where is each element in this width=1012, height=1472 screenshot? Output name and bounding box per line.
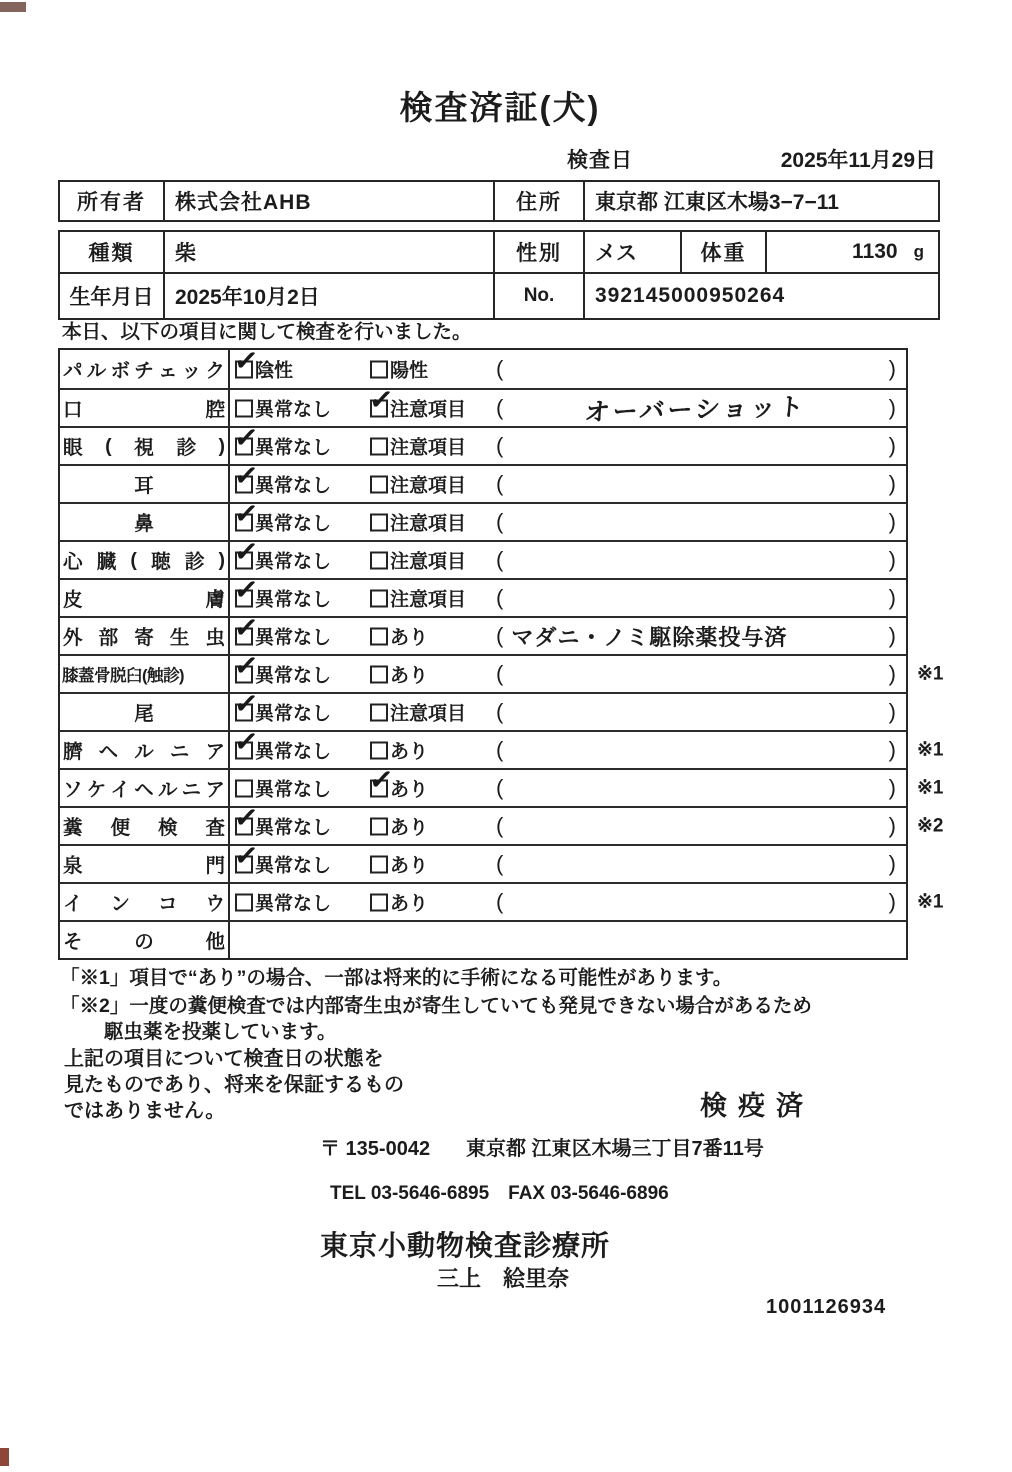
checkbox-option-2 xyxy=(370,547,466,574)
exam-row-1 xyxy=(60,343,906,388)
birthdate-value: 2025年10月2日 xyxy=(165,274,495,318)
inspection-date-value: 2025年11月29日 xyxy=(780,149,936,172)
checkbox-option-2 xyxy=(370,813,428,840)
sex-label: 性別 xyxy=(495,232,585,272)
exam-row-16 xyxy=(60,920,906,958)
checkbox-option-1 xyxy=(232,724,332,764)
checkbox-option-2 xyxy=(370,737,428,764)
checkbox-empty xyxy=(370,513,388,531)
remarks-parentheses xyxy=(496,580,896,616)
handwritten-check-mark: ✓ xyxy=(232,458,260,494)
clinic-name: 東京小動物検査診療所 xyxy=(320,1230,611,1261)
checkbox-empty xyxy=(370,703,388,721)
exam-row-content xyxy=(230,496,906,540)
exam-item-label: 皮 膚 xyxy=(60,580,230,616)
exam-item-label: 耳 xyxy=(60,466,230,502)
handwritten-check-mark: ✓ xyxy=(232,534,260,570)
disclaimer-paragraph xyxy=(64,1046,404,1124)
checkbox-empty xyxy=(370,437,388,455)
checkbox-checked xyxy=(232,648,260,684)
checkbox-option-1 xyxy=(232,686,332,726)
reference-mark: ※2 xyxy=(917,815,944,837)
checkbox-label: 異常なし xyxy=(255,817,332,839)
checkbox-option-1 xyxy=(235,395,331,422)
birthdate-label: 生年月日 xyxy=(60,274,165,318)
handwritten-check-mark: ✓ xyxy=(232,648,260,684)
close-paren: ) xyxy=(888,737,896,762)
checkbox-label: 注意項目 xyxy=(390,589,467,611)
disclaimer-line-1: 上記の項目について検査日の状態を xyxy=(64,1048,384,1070)
reference-mark: ※1 xyxy=(917,739,944,761)
owner-label: 所有者 xyxy=(60,182,165,220)
checkbox-option-2 xyxy=(370,699,466,726)
checkbox-label: 異常なし xyxy=(255,475,332,497)
checkbox-option-2 xyxy=(370,623,428,650)
checkbox-label: あり xyxy=(390,741,429,763)
scan-artifact-top-left xyxy=(0,2,26,12)
checkbox-label: 異常なし xyxy=(255,779,332,801)
document-number: 1001126934 xyxy=(766,1296,887,1318)
reference-mark: ※1 xyxy=(917,777,944,799)
exam-item-label: ソ ケ イ ヘ ル ニ ア xyxy=(60,770,230,806)
exam-row-content xyxy=(230,648,906,692)
open-paren: ( xyxy=(496,623,504,648)
checkbox-checked xyxy=(232,800,260,836)
checkbox-label: あり xyxy=(390,855,429,877)
close-paren: ) xyxy=(888,509,896,534)
checkbox-option-2 xyxy=(370,889,428,916)
checkbox-checked xyxy=(232,343,260,379)
exam-row-content xyxy=(230,800,906,844)
exam-item-label: 臍 ヘ ル ニ ア xyxy=(60,732,230,768)
checkbox-label: 注意項目 xyxy=(390,513,467,535)
owner-table xyxy=(58,180,940,222)
inspection-date-label: 検査日 xyxy=(567,149,633,172)
footnote-1: 「※1」項目で“あり”の場合、一部は将来的に手術になる可能性があります。 xyxy=(60,967,733,989)
open-paren: ( xyxy=(496,699,504,724)
checkbox-empty xyxy=(370,551,388,569)
checkbox-label: 注意項目 xyxy=(390,399,467,421)
exam-table xyxy=(58,343,944,960)
handwritten-remark: オーバーショット xyxy=(583,393,808,427)
open-paren: ( xyxy=(496,585,504,610)
checkbox-checked xyxy=(367,762,395,798)
checkbox-option-2 xyxy=(370,433,466,460)
close-paren: ) xyxy=(888,471,896,496)
open-paren: ( xyxy=(496,433,504,458)
exam-row-content xyxy=(230,343,906,388)
exam-row-15 xyxy=(60,882,944,920)
intro-sentence: 本日、以下の項目に関して検査を行いました。 xyxy=(62,321,472,343)
open-paren: ( xyxy=(496,813,504,838)
checkbox-empty xyxy=(370,893,388,911)
exam-row-content xyxy=(230,838,906,882)
scan-artifact-bottom-left xyxy=(0,1448,9,1466)
remarks-parentheses xyxy=(496,884,896,920)
checkbox-option-1 xyxy=(232,610,332,650)
close-paren: ) xyxy=(888,547,896,572)
open-paren: ( xyxy=(496,851,504,876)
footnote-2: 「※2」一度の糞便検査では内部寄生虫が寄生していても発見できない場合があるため xyxy=(60,995,812,1017)
exam-item-label: 膝蓋骨脱臼(触診) xyxy=(60,656,230,692)
exam-item-label: 泉 門 xyxy=(60,846,230,882)
checkbox-option-1 xyxy=(232,838,332,878)
checkbox-label: 陰性 xyxy=(255,360,294,382)
footnote-2-continued: 駆虫薬を投薬しています。 xyxy=(104,1021,337,1043)
microchip-no-value: 392145000950264 xyxy=(595,284,786,307)
checkbox-option-1 xyxy=(232,648,332,688)
exam-row-5 xyxy=(60,496,906,540)
clinic-address: 東京都 江東区木場三丁目7番11号 xyxy=(466,1138,764,1160)
veterinarian-name: 三上 絵里奈 xyxy=(437,1266,570,1291)
handwritten-check-mark: ✓ xyxy=(232,724,260,760)
exam-row-4 xyxy=(60,458,906,502)
close-paren: ) xyxy=(888,699,896,724)
checkbox-label: あり xyxy=(390,779,429,801)
open-paren: ( xyxy=(496,661,504,686)
close-paren: ) xyxy=(888,813,896,838)
microchip-no-label: No. xyxy=(495,274,585,318)
checkbox-label: 注意項目 xyxy=(390,551,467,573)
checkbox-label: 注意項目 xyxy=(390,703,467,725)
handwritten-check-mark: ✓ xyxy=(232,343,260,379)
checkbox-checked xyxy=(232,610,260,646)
checkbox-label: 異常なし xyxy=(255,589,332,611)
address-label: 住所 xyxy=(495,182,585,220)
clinic-tel-fax: TEL 03-5646-6895 FAX 03-5646-6896 xyxy=(330,1183,669,1204)
checkbox-empty xyxy=(370,741,388,759)
checkbox-empty xyxy=(370,589,388,607)
exam-row-content xyxy=(230,922,906,958)
open-paren: ( xyxy=(496,889,504,914)
checkbox-option-2 xyxy=(370,471,466,498)
remarks-parentheses xyxy=(496,770,896,806)
remarks-parentheses xyxy=(496,808,896,844)
checkbox-option-1 xyxy=(232,343,294,383)
pet-info-table xyxy=(58,230,940,320)
checkbox-label: 注意項目 xyxy=(390,437,467,459)
checkbox-checked xyxy=(232,458,260,494)
checkbox-label: あり xyxy=(390,627,429,649)
close-paren: ) xyxy=(888,395,896,420)
exam-row-6 xyxy=(60,534,906,578)
checkbox-label: 異常なし xyxy=(255,627,332,649)
checkbox-label: 異常なし xyxy=(255,513,332,535)
close-paren: ) xyxy=(888,661,896,686)
exam-row-content xyxy=(230,884,906,920)
remarks-parentheses xyxy=(496,466,896,502)
remarks-parentheses xyxy=(496,350,896,388)
close-paren: ) xyxy=(888,851,896,876)
checkbox-option-1 xyxy=(232,458,332,498)
printed-remark: マダニ・ノミ駆除薬投与済 xyxy=(511,624,788,650)
checkbox-option-2 xyxy=(367,382,467,422)
checkbox-label: 注意項目 xyxy=(390,475,467,497)
exam-item-label: パ ル ボ チ ェ ッ ク xyxy=(60,350,230,388)
exam-row-content xyxy=(230,610,906,654)
remarks-parentheses xyxy=(496,504,896,540)
exam-item-label: イ ン コ ウ xyxy=(60,884,230,920)
handwritten-check-mark: ✓ xyxy=(232,496,260,532)
checkbox-checked xyxy=(232,572,260,608)
exam-row-content xyxy=(230,686,906,730)
open-paren: ( xyxy=(496,737,504,762)
exam-item-label: 心 臓 ( 聴 診 ) xyxy=(60,542,230,578)
breed-value: 柴 xyxy=(165,232,495,272)
remarks-parentheses xyxy=(496,846,896,882)
checkbox-option-2 xyxy=(370,851,428,878)
checkbox-empty xyxy=(235,399,253,417)
sex-value: メス xyxy=(585,232,682,272)
remarks-parentheses xyxy=(496,732,896,768)
checkbox-checked xyxy=(232,420,260,456)
remarks-parentheses xyxy=(496,656,896,692)
checkbox-option-1 xyxy=(232,572,332,612)
open-paren: ( xyxy=(496,395,504,420)
checkbox-option-2 xyxy=(370,356,428,383)
quarantine-passed-stamp: 検疫済 xyxy=(700,1091,814,1121)
reference-mark: ※1 xyxy=(917,663,944,685)
handwritten-check-mark: ✓ xyxy=(232,800,260,836)
open-paren: ( xyxy=(496,356,504,381)
checkbox-option-1 xyxy=(232,800,332,840)
remarks-parentheses xyxy=(496,542,896,578)
exam-row-8 xyxy=(60,610,906,654)
owner-value: 株式会社AHB xyxy=(165,182,495,220)
inspection-date-line xyxy=(0,144,1012,172)
checkbox-checked xyxy=(232,534,260,570)
exam-item-label: 尾 xyxy=(60,694,230,730)
exam-row-7 xyxy=(60,572,906,616)
disclaimer-line-3: ではありません。 xyxy=(64,1100,226,1122)
handwritten-check-mark: ✓ xyxy=(232,686,260,722)
reference-mark: ※1 xyxy=(917,891,944,913)
checkbox-checked xyxy=(232,724,260,760)
exam-item-label: 眼 ( 視 診 ) xyxy=(60,428,230,464)
exam-item-label: そ の 他 xyxy=(60,922,230,958)
exam-row-13 xyxy=(60,800,944,844)
checkbox-label: 異常なし xyxy=(255,855,332,877)
address-value: 東京都 江東区木場3−7−11 xyxy=(595,191,839,214)
checkbox-label: 異常なし xyxy=(255,551,332,573)
open-paren: ( xyxy=(496,547,504,572)
checkbox-label: 異常なし xyxy=(255,893,332,915)
exam-item-label: 外 部 寄 生 虫 xyxy=(60,618,230,654)
checkbox-checked xyxy=(232,686,260,722)
checkbox-empty xyxy=(370,627,388,645)
checkbox-label: あり xyxy=(390,817,429,839)
weight-unit: g xyxy=(913,242,924,261)
checkbox-checked xyxy=(232,838,260,874)
exam-row-14 xyxy=(60,838,906,882)
exam-row-content xyxy=(230,762,906,806)
checkbox-empty xyxy=(370,665,388,683)
clinic-postal-code: 〒 135-0042 xyxy=(320,1138,431,1160)
checkbox-empty xyxy=(370,475,388,493)
exam-row-11 xyxy=(60,724,944,768)
open-paren: ( xyxy=(496,509,504,534)
checkbox-option-1 xyxy=(232,496,332,536)
checkbox-option-2 xyxy=(367,762,429,802)
checkbox-label: 異常なし xyxy=(255,665,332,687)
weight-value: 1130 xyxy=(852,240,898,263)
checkbox-label: 異常なし xyxy=(255,703,332,725)
open-paren: ( xyxy=(496,775,504,800)
checkbox-empty xyxy=(235,779,253,797)
close-paren: ) xyxy=(888,889,896,914)
checkbox-option-2 xyxy=(370,509,466,536)
clinic-address-line xyxy=(0,1132,1012,1158)
checkbox-empty xyxy=(235,893,253,911)
exam-item-label: 糞 便 検 査 xyxy=(60,808,230,844)
checkbox-option-1 xyxy=(235,775,331,802)
exam-row-2 xyxy=(60,382,906,427)
breed-label: 種類 xyxy=(60,232,165,272)
exam-row-9 xyxy=(60,648,944,692)
exam-row-10 xyxy=(60,686,906,730)
handwritten-check-mark: ✓ xyxy=(367,762,395,798)
handwritten-check-mark: ✓ xyxy=(232,572,260,608)
close-paren: ) xyxy=(888,433,896,458)
exam-item-label: 口 腔 xyxy=(60,390,230,426)
checkbox-label: あり xyxy=(390,665,429,687)
exam-row-12 xyxy=(60,762,944,806)
handwritten-check-mark: ✓ xyxy=(232,420,260,456)
exam-row-content xyxy=(230,382,906,427)
checkbox-empty xyxy=(370,360,388,378)
close-paren: ) xyxy=(888,585,896,610)
handwritten-check-mark: ✓ xyxy=(232,610,260,646)
checkbox-option-1 xyxy=(235,889,331,916)
checkbox-checked xyxy=(232,496,260,532)
checkbox-option-2 xyxy=(370,585,466,612)
document-title: 検査済証(犬) xyxy=(399,89,601,126)
remarks-parentheses xyxy=(496,618,896,654)
disclaimer-line-2: 見たものであり、将来を保証するもの xyxy=(64,1074,404,1096)
checkbox-empty xyxy=(370,855,388,873)
exam-row-content xyxy=(230,420,906,464)
close-paren: ) xyxy=(888,775,896,800)
remarks-parentheses xyxy=(496,390,896,426)
handwritten-check-mark: ✓ xyxy=(232,838,260,874)
exam-row-3 xyxy=(60,420,906,464)
checkbox-option-2 xyxy=(370,661,428,688)
exam-row-content xyxy=(230,572,906,616)
handwritten-check-mark: ✓ xyxy=(367,382,395,418)
close-paren: ) xyxy=(888,356,896,381)
checkbox-label: 異常なし xyxy=(255,741,332,763)
remarks-parentheses xyxy=(496,428,896,464)
checkbox-label: 異常なし xyxy=(255,437,332,459)
exam-row-content xyxy=(230,534,906,578)
checkbox-label: 異常なし xyxy=(255,399,332,421)
exam-row-content xyxy=(230,724,906,768)
checkbox-label: あり xyxy=(390,893,429,915)
exam-item-label: 鼻 xyxy=(60,504,230,540)
weight-value-cell xyxy=(767,232,938,272)
remarks-parentheses xyxy=(496,694,896,730)
checkbox-label: 陽性 xyxy=(390,360,429,382)
close-paren: ) xyxy=(888,623,896,648)
open-paren: ( xyxy=(496,471,504,496)
checkbox-option-1 xyxy=(232,420,332,460)
checkbox-checked xyxy=(367,382,395,418)
checkbox-option-1 xyxy=(232,534,332,574)
weight-label: 体重 xyxy=(682,232,767,272)
checkbox-empty xyxy=(370,817,388,835)
exam-row-content xyxy=(230,458,906,502)
